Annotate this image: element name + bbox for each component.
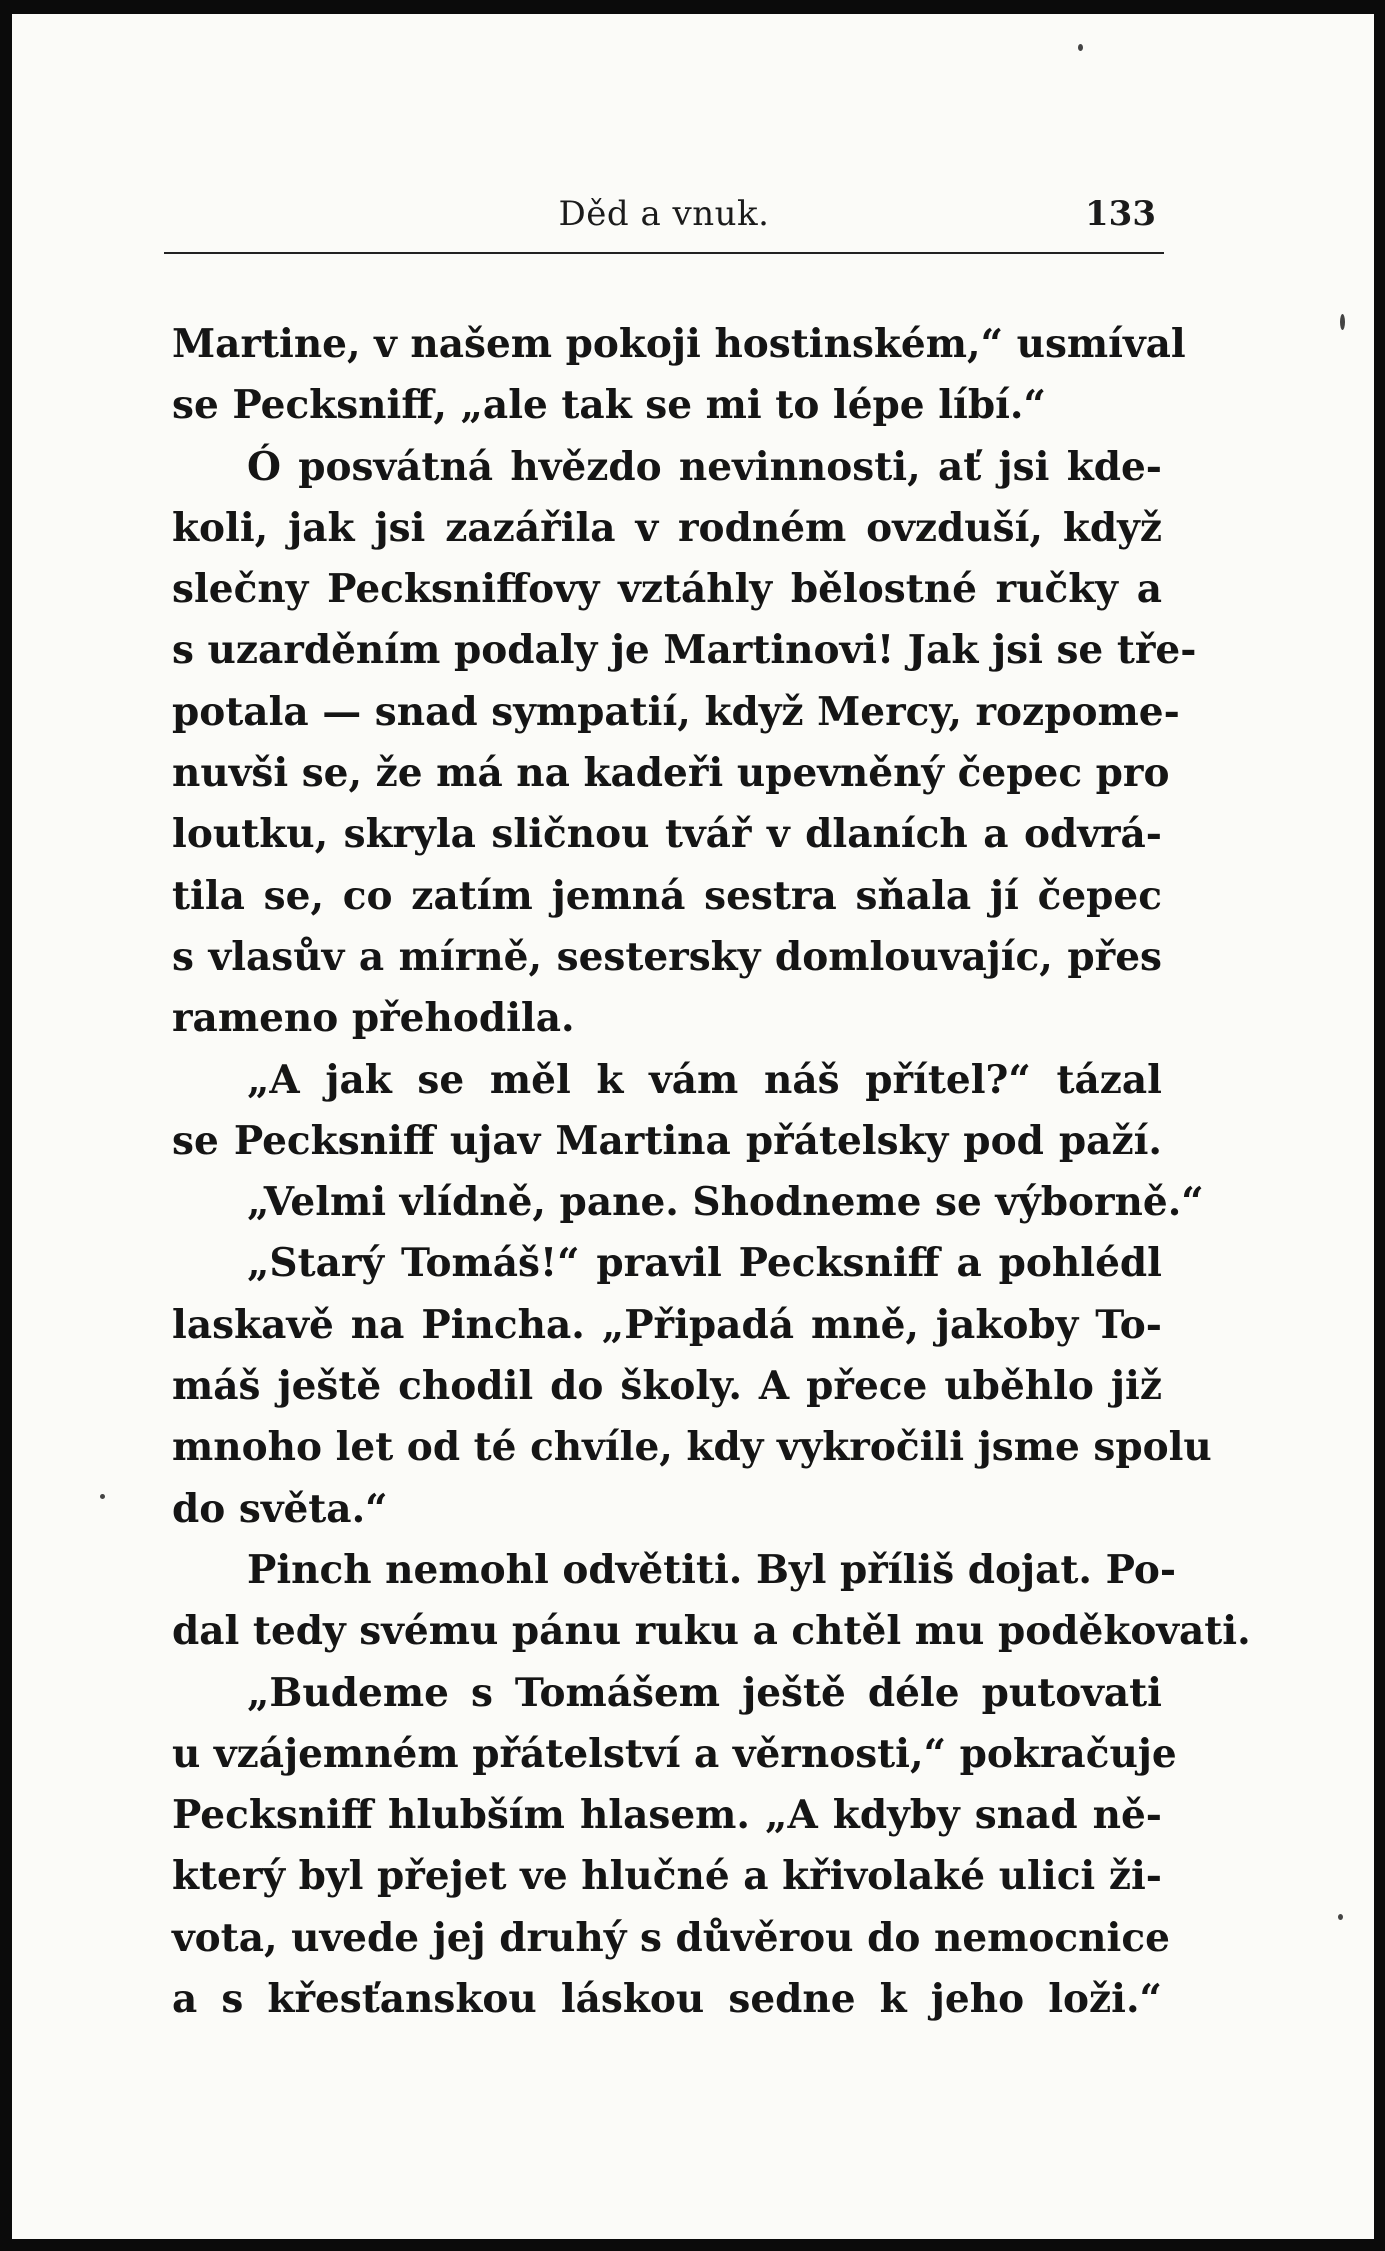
text-line: a s křesťanskou láskou sedne k jeho loži.“ [172, 1976, 1162, 2023]
text-line: loutku, skryla sličnou tvář v dlaních a odvrá- [172, 811, 1162, 858]
text-line: u vzájemném přátelství a věrnosti,“ pokračuje [172, 1730, 1177, 1777]
text-line: „Starý Tomáš!“ pravil Pecksniff a pohlédl [247, 1240, 1162, 1287]
text-line: s vlasův a mírně, sestersky domlouvajíc, přes [172, 933, 1162, 980]
text-line: koli, jak jsi zazářila v rodném ovzduší, když [172, 504, 1162, 551]
text-line: Martine, v našem pokoji hostinském,“ usmíval [172, 321, 1186, 367]
body-text [172, 314, 1251, 2030]
text-line: který byl přejet ve hlučné a křivolaké ulici ži- [172, 1853, 1162, 1900]
text-line: do světa.“ [172, 1485, 388, 1532]
paper-speck [1338, 1914, 1343, 1920]
text-line: laskavě na Pincha. „Připadá mně, jakoby To- [172, 1301, 1162, 1348]
page-number: 133 [1085, 194, 1156, 234]
text-line: mnoho let od té chvíle, kdy vykročili jsme spolu [172, 1424, 1212, 1471]
text-line: vota, uvede jej druhý s důvěrou do nemocnice [172, 1914, 1170, 1961]
book-page [12, 14, 1374, 2239]
text-line: potala — snad sympatií, když Mercy, rozpome- [172, 688, 1180, 735]
text-line: Ó posvátná hvězdo nevinnosti, ať jsi kde- [247, 443, 1162, 490]
text-line: Pinch nemohl odvětiti. Byl příliš dojat. Po- [247, 1546, 1177, 1593]
text-line: tila se, co zatím jemná sestra sňala jí čepec [172, 872, 1162, 919]
text-line: nuvši se, že má na kadeři upevněný čepec pro [172, 750, 1170, 797]
text-line: máš ještě chodil do školy. A přece uběhlo již [172, 1363, 1162, 1410]
page-header [164, 192, 1164, 254]
text-line: slečny Pecksniffovy vztáhly bělostné ručky a [172, 566, 1162, 613]
running-title: Děd a vnuk. [558, 194, 770, 234]
paper-speck [100, 1494, 105, 1499]
text-line: „Velmi vlídně, pane. Shodneme se výborně.“ [247, 1179, 1204, 1226]
text-line: „A jak se měl k vám náš přítel?“ tázal [247, 1056, 1162, 1103]
text-line: dal tedy svému pánu ruku a chtěl mu poděkovati. [172, 1608, 1251, 1655]
text-line: „Budeme s Tomášem ještě déle putovati [247, 1669, 1162, 1716]
paper-speck [1078, 44, 1083, 51]
text-line: se Pecksniff ujav Martina přátelsky pod paží. [172, 1117, 1162, 1164]
text-line: s uzarděním podaly je Martinovi! Jak jsi se tře- [172, 627, 1197, 674]
text-line: Pecksniff hlubším hlasem. „A kdyby snad ně- [172, 1792, 1162, 1839]
paper-speck [1340, 314, 1345, 330]
text-line: se Pecksniff, „ale tak se mi to lépe líbí.“ [172, 382, 1046, 429]
text-line: rameno přehodila. [172, 995, 575, 1042]
